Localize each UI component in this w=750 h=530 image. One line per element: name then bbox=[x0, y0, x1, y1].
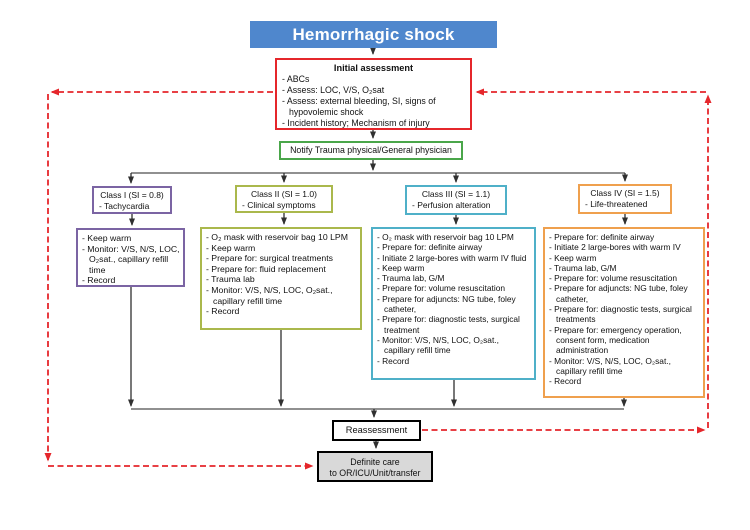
list-item: - Record bbox=[549, 376, 582, 387]
list-item: - Initiate 2 large-bores with warm IV bbox=[549, 242, 681, 253]
class1-title: Class I (SI = 0.8) bbox=[100, 190, 164, 200]
page-title: Hemorrhagic shock bbox=[292, 25, 455, 44]
definite-care-box bbox=[317, 451, 433, 482]
list-item: - Monitor: V/S, N/S, LOC, O₂sat., capillary refill time bbox=[377, 334, 499, 356]
list-item: - Trauma lab bbox=[206, 274, 255, 285]
reassessment-label: Reassessment bbox=[345, 425, 408, 435]
class2-title: Class II (SI = 1.0) bbox=[251, 189, 317, 199]
list-item: - Monitor: V/S, N/S, LOC, O₂sat., capillary refill time bbox=[82, 243, 180, 275]
list-item: - Record bbox=[82, 275, 116, 286]
list-item: - Prepare for: definite airway bbox=[549, 232, 655, 242]
class4-actions-box bbox=[543, 227, 705, 398]
title-banner bbox=[250, 21, 497, 48]
class4-actions-list bbox=[549, 232, 700, 386]
list-item: - Monitor: V/S, N/S, LOC, O₂sat., capillary refill time bbox=[549, 355, 671, 376]
list-item: - Initiate 2 large-bores with warm IV fluid bbox=[377, 252, 527, 263]
list-item: - Prepare for: volume resuscitation bbox=[377, 283, 506, 294]
list-item: - Assess: LOC, V/S, O₂sat bbox=[282, 85, 385, 95]
class3-actions-box bbox=[371, 227, 536, 380]
list-item: - Prepare for: surgical treatments bbox=[206, 253, 333, 264]
class1-subtitle: - Tachycardia bbox=[99, 201, 150, 211]
reassessment-box bbox=[332, 420, 421, 441]
definite-care-line1: Definite care bbox=[350, 456, 400, 467]
definite-care-line2: to OR/ICU/Unit/transfer bbox=[329, 467, 421, 478]
class2-subtitle: - Clinical symptoms bbox=[242, 200, 316, 210]
class2-actions-list bbox=[206, 232, 357, 317]
class1-header-box bbox=[92, 186, 172, 214]
list-item: - Prepare for adjuncts: NG tube, foley catheter, bbox=[549, 283, 688, 304]
list-item: - Monitor: V/S, N/S, LOC, O₂sat., capillary refill time bbox=[206, 284, 333, 306]
class3-title: Class III (SI = 1.1) bbox=[421, 189, 491, 199]
list-item: - Assess: external bleeding, SI, signs of hypovolemic shock bbox=[282, 96, 436, 117]
class2-header-box bbox=[235, 185, 333, 213]
notify-physician-label: Notify Trauma physical/General physician bbox=[290, 145, 452, 155]
list-item: - Prepare for: emergency operation, consent form, medication administration bbox=[549, 324, 682, 356]
list-item: - Prepare for adjuncts: NG tube, foley catheter, bbox=[377, 293, 516, 315]
list-item: - Trauma lab, G/M bbox=[377, 273, 445, 284]
class2-actions-box bbox=[200, 227, 362, 330]
initial-assessment-box bbox=[275, 58, 472, 130]
list-item: - Keep warm bbox=[377, 262, 425, 273]
list-item: - O₂ mask with reservoir bag 10 LPM bbox=[377, 232, 514, 242]
class3-subtitle: - Perfusion alteration bbox=[412, 200, 491, 210]
list-item: - Incident history; Mechanism of injury bbox=[282, 118, 430, 128]
list-item: - Prepare for: fluid replacement bbox=[206, 263, 326, 274]
list-item: - Keep warm bbox=[206, 242, 256, 253]
list-item: - Record bbox=[206, 306, 240, 317]
initial-assessment-items bbox=[282, 74, 465, 129]
class1-actions-list bbox=[82, 233, 180, 286]
class4-subtitle: - Life-threatened bbox=[585, 199, 648, 209]
list-item: - Record bbox=[377, 355, 410, 366]
class3-header-box bbox=[405, 185, 507, 215]
list-item: - Keep warm bbox=[549, 252, 597, 263]
notify-physician-box bbox=[279, 141, 463, 160]
list-item: - O₂ mask with reservoir bag 10 LPM bbox=[206, 232, 348, 242]
list-item: - Trauma lab, G/M bbox=[549, 262, 617, 273]
initial-assessment-title: Initial assessment bbox=[333, 63, 414, 73]
list-item: - Prepare for: diagnostic tests, surgical treatments bbox=[549, 304, 692, 325]
list-item: - ABCs bbox=[282, 74, 310, 84]
class4-header-box bbox=[578, 184, 672, 214]
list-item: - Prepare for: diagnostic tests, surgical treatment bbox=[377, 314, 520, 335]
list-item: - Prepare for: definite airway bbox=[377, 242, 483, 253]
class3-actions-list bbox=[377, 232, 531, 366]
list-item: - Keep warm bbox=[82, 233, 132, 243]
list-item: - Prepare for: volume resuscitation bbox=[549, 273, 678, 284]
class4-title: Class IV (SI = 1.5) bbox=[590, 188, 660, 198]
class1-actions-box bbox=[76, 228, 185, 287]
